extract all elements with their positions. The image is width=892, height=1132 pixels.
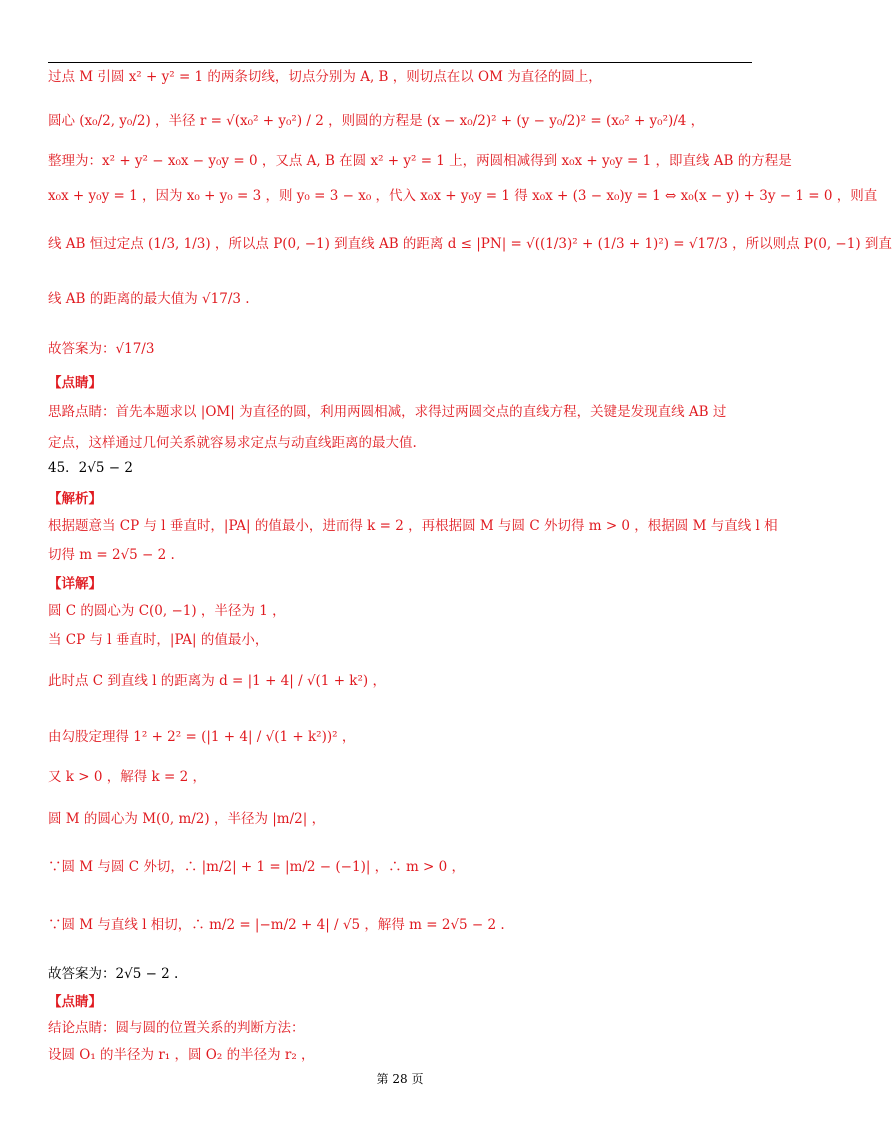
- text-line: 定点，这样通过几何关系就容易求定点与动直线距离的最大值.: [48, 435, 417, 451]
- text-line: 设圆 O₁ 的半径为 r₁ ，圆 O₂ 的半径为 r₂ ，: [48, 1047, 315, 1063]
- text-line: x₀x + y₀y = 1 ，因为 x₀ + y₀ = 3 ，则 y₀ = 3 − x₀ ，代入 x₀x + y₀y = 1 得 x₀x + (3 − x₀)y = 1 ⇔ x₀(x − y) + 3y − 1 = 0 ，则直: [48, 188, 878, 204]
- text-line: 圆心 (x₀/2, y₀/2) ，半径 r = √(x₀² + y₀²) / 2 ，则圆的方程是 (x − x₀/2)² + (y − y₀/2)² = (x₀² + y₀²)/4 ，: [48, 113, 705, 129]
- text-line: 由勾股定理得 1² + 2² = (|1 + 4| / √(1 + k²))² ，: [48, 729, 356, 745]
- header-rule: [48, 62, 752, 63]
- text-line: 圆 M 的圆心为 M(0, m/2) ，半径为 |m/2| ，: [48, 811, 326, 827]
- text-line: 圆 C 的圆心为 C(0, −1) ，半径为 1 ，: [48, 603, 286, 619]
- text-line: 故答案为：2√5 − 2 .: [48, 966, 179, 982]
- text-line: 结论点睛：圆与圆的位置关系的判断方法：: [48, 1020, 305, 1036]
- text-line: 过点 M 引圆 x² + y² = 1 的两条切线，切点分别为 A, B ，则切点在以 OM 为直径的圆上，: [48, 69, 602, 85]
- text-line: 45．2√5 − 2: [48, 460, 133, 476]
- text-line: 又 k > 0 ，解得 k = 2 ，: [48, 769, 206, 785]
- text-line: 思路点睛：首先本题求以 |OM| 为直径的圆，利用两圆相减，求得过两圆交点的直线方程，关键是发现直线 AB 过: [48, 404, 727, 420]
- text-line: ∵圆 M 与直线 l 相切，∴ m/2 = |−m/2 + 4| / √5 ，解得 m = 2√5 − 2 .: [48, 917, 505, 933]
- text-line: 整理为：x² + y² − x₀x − y₀y = 0 ，又点 A, B 在圆 x² + y² = 1 上，两圆相减得到 x₀x + y₀y = 1 ，即直线 AB 的方程是: [48, 153, 792, 169]
- text-line: 线 AB 恒过定点 (1/3, 1/3) ，所以点 P(0, −1) 到直线 AB 的距离 d ≤ |PN| = √((1/3)² + (1/3 + 1)²) = √17/3 ，所以则点 P(0, −1) 到直: [48, 236, 892, 252]
- section-tag: 【点睛】: [48, 994, 102, 1010]
- text-line: ∵圆 M 与圆 C 外切，∴ |m/2| + 1 = |m/2 − (−1)| ，∴ m > 0 ，: [48, 859, 466, 875]
- section-tag: 【解析】: [48, 491, 102, 507]
- text-line: 线 AB 的距离的最大值为 √17/3 .: [48, 291, 250, 307]
- text-line: 故答案为：√17/3: [48, 341, 155, 357]
- section-tag: 【详解】: [48, 576, 102, 592]
- text-line: 当 CP 与 l 垂直时，|PA| 的值最小，: [48, 632, 269, 648]
- section-tag: 【点睛】: [48, 375, 102, 391]
- text-line: 根据题意当 CP 与 l 垂直时，|PA| 的值最小，进而得 k = 2 ，再根据圆 M 与圆 C 外切得 m > 0 ，根据圆 M 与直线 l 相: [48, 518, 778, 534]
- page-number: 第 28 页: [376, 1072, 424, 1086]
- text-line: 此时点 C 到直线 l 的距离为 d = |1 + 4| / √(1 + k²) ，: [48, 673, 386, 689]
- text-line: 切得 m = 2√5 − 2 .: [48, 547, 175, 563]
